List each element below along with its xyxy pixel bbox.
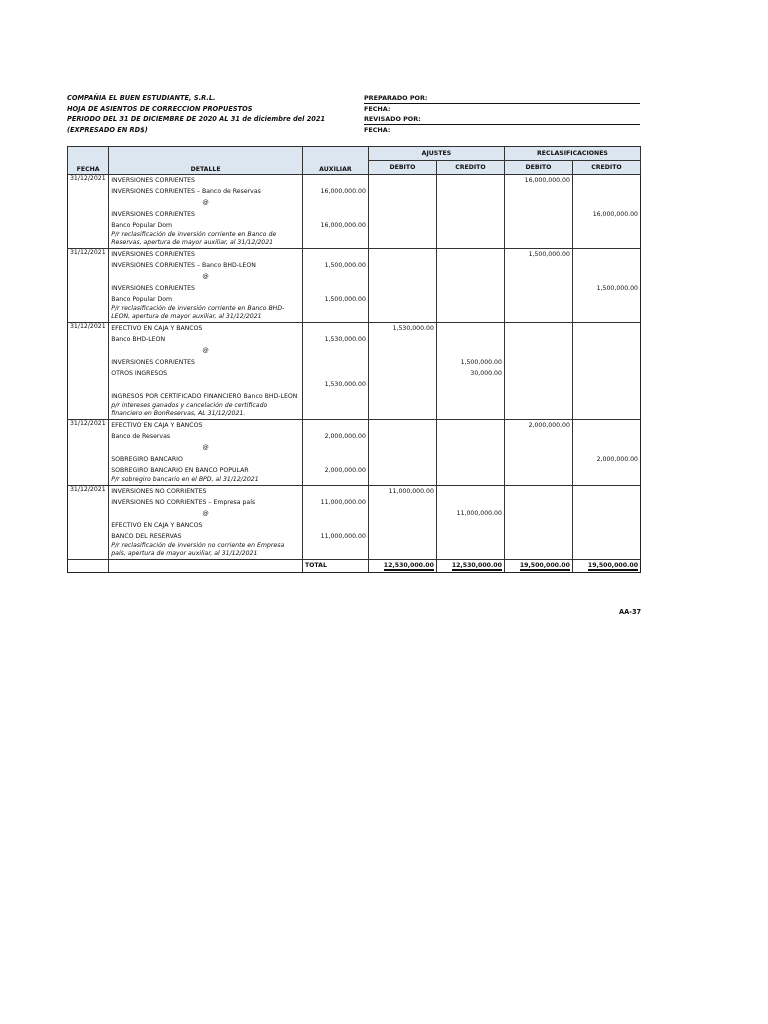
auxiliar-amount: 11,000,000.00 [302,497,368,508]
ajustes-debito-amount [368,220,436,231]
reclas-debito-amount [504,454,572,465]
entry-date: 31/12/2021 [68,323,109,420]
auxiliar-amount [302,508,368,520]
auxiliar-amount [302,368,368,379]
ajustes-credito-amount [436,497,504,508]
col-fecha: FECHA [68,147,109,175]
auxiliar-amount: 2,000,000.00 [302,465,368,476]
ajustes-debito-amount [368,391,436,402]
auxiliar-amount: 11,000,000.00 [302,531,368,542]
reclas-credito-amount: 1,500,000.00 [596,284,638,292]
entry-date: 31/12/2021 [68,486,109,560]
ajustes-debito-amount [368,420,436,432]
account-name: Banco BHD-LEON [109,334,303,345]
period-label: PERIODO DEL 31 DE DICIEMBRE DE 2020 AL 31 de diciembre del 2021 [67,115,326,123]
ajustes-debito-amount [368,175,436,187]
ajustes-credito-amount [436,271,504,283]
entry-line [68,186,641,197]
total-reclas-credito: 19,500,000.00 [572,560,640,573]
auxiliar-amount [302,345,368,357]
ajustes-debito-amount [368,209,436,220]
col-auxiliar: AUXILIAR [302,147,368,175]
currency-label: (EXPRESADO EN RD$) [67,125,148,134]
reclas-credito-amount [572,465,640,476]
entry-line [68,368,641,379]
auxiliar-amount [302,420,368,432]
entry-line [68,209,641,220]
total-label: TOTAL [302,560,368,573]
entry-line [68,249,641,261]
ajustes-debito-amount [368,334,436,345]
at-separator: @ [202,444,209,451]
entry-note: p/r intereses ganados y cancelación de certificado financiero en BonReservas, AL 31/12/2021. [109,402,303,420]
ajustes-credito-amount [436,186,504,197]
reclas-credito-amount [572,420,640,432]
reviewed-by-label: REVISADO POR: [364,115,421,123]
reclas-debito-amount [504,209,572,220]
ajustes-debito-amount [368,531,436,542]
ajustes-credito-amount [436,175,504,187]
account-name: EFECTIVO EN CAJA Y BANCOS [109,420,303,432]
ajustes-debito-amount [368,249,436,261]
ajustes-debito-amount [368,454,436,465]
ajustes-debito-amount [368,283,436,294]
auxiliar-amount [302,283,368,294]
entry-note: P/r reclasificación de inversión no corriente en Empresa país, apertura de mayor auxiliar, al 31/12/2021 [109,542,303,560]
sheet-title: HOJA DE ASIENTOS DE CORRECCION PROPUESTOS [67,104,253,113]
reclas-credito-amount [572,442,640,454]
ajustes-debito-amount [368,508,436,520]
reclas-credito-amount [572,520,640,531]
entry-line [68,431,641,442]
reclas-debito-amount [504,323,572,335]
col-ajustes-debito: DEBITO [368,161,436,175]
account-name: INVERSIONES CORRIENTES [109,283,303,294]
account-name: Banco de Reservas [109,431,303,442]
reclas-debito-amount [504,271,572,283]
reclas-credito-amount [572,431,640,442]
account-name: SOBREGIRO BANCARIO EN BANCO POPULAR [109,465,303,476]
reclas-credito-amount [572,294,640,305]
auxiliar-amount [302,442,368,454]
reclas-debito-amount: 1,500,000.00 [504,249,572,261]
entry-line [68,357,641,368]
reclas-debito-amount [504,283,572,294]
entry-date: 31/12/2021 [68,420,109,486]
entry-line [68,220,641,231]
entry-line [68,391,641,402]
entry-note: P/r reclasificación de inversión corriente en Banco BHD-LEON, apertura de mayor auxiliar, al 31/12/2021 [109,305,303,323]
auxiliar-amount [302,391,368,402]
ajustes-credito-amount [436,334,504,345]
entry-line [68,508,641,520]
ajustes-credito-amount [436,454,504,465]
entry-note: P/r sobregiro bancario en el BPD, al 31/12/2021 [109,476,303,486]
reclas-debito-amount [504,431,572,442]
ajustes-debito-amount: 11,000,000.00 [368,486,436,498]
at-separator: @ [202,347,209,354]
prepared-by-line [364,103,640,104]
ajustes-debito-amount [368,442,436,454]
account-name: OTROS INGRESOS [109,368,303,379]
ajustes-debito-amount [368,197,436,209]
ajustes-debito-amount [368,357,436,368]
reclas-credito-amount [572,368,640,379]
auxiliar-amount [302,486,368,498]
ajustes-debito-amount [368,345,436,357]
auxiliar-amount: 16,000,000.00 [302,186,368,197]
ajustes-debito-amount [368,520,436,531]
auxiliar-amount [302,323,368,335]
entry-line [68,420,641,432]
ajustes-debito-amount [368,465,436,476]
ajustes-credito-amount [436,442,504,454]
total-ajustes-credito: 12,530,000.00 [436,560,504,573]
reclas-credito-amount [572,531,640,542]
at-separator: @ [202,273,209,280]
entry-date: 31/12/2021 [68,175,109,249]
reclas-debito-amount [504,497,572,508]
ajustes-credito-amount [436,520,504,531]
reclas-debito-amount [504,442,572,454]
reclas-credito-amount [572,249,640,261]
reclas-credito-amount [572,271,640,283]
entry-line [68,283,641,294]
account-name: BANCO DEL RESERVAS [109,531,303,542]
account-name: INVERSIONES CORRIENTES [109,357,303,368]
account-name: INGRESOS POR CERTIFICADO FINANCIERO Banco BHD-LEON [109,391,303,402]
entry-line [68,175,641,187]
account-name: INVERSIONES NO CORRIENTES – Empresa país [109,497,303,508]
reclas-debito-amount: 16,000,000.00 [504,175,572,187]
reclas-debito-amount [504,357,572,368]
ajustes-credito-amount [436,379,504,391]
ajustes-credito-amount [436,197,504,209]
account-name: Banco Popular Dom [109,294,303,305]
auxiliar-amount [302,454,368,465]
reclas-credito-amount [572,357,640,368]
auxiliar-amount: 1,530,000.00 [302,379,368,391]
entry-line [68,260,641,271]
reviewed-by-line [364,124,640,125]
reclas-credito-amount [572,345,640,357]
entry-line [68,345,641,357]
reclas-debito-amount [504,220,572,231]
reclas-debito-amount [504,345,572,357]
reclas-credito-amount [572,197,640,209]
entry-line [68,334,641,345]
reclas-credito-amount [572,497,640,508]
ajustes-credito-amount [436,220,504,231]
auxiliar-amount: 1,500,000.00 [302,260,368,271]
entry-note-row [68,402,641,420]
auxiliar-amount [302,271,368,283]
reclas-debito-amount [504,508,572,520]
ajustes-credito-amount [436,531,504,542]
reclas-debito-amount: 2,000,000.00 [504,420,572,432]
auxiliar-amount [302,357,368,368]
ajustes-credito-amount [436,420,504,432]
reclas-debito-amount [504,486,572,498]
ajustes-debito-amount [368,431,436,442]
entry-date: 31/12/2021 [68,249,109,323]
ajustes-credito-amount [436,209,504,220]
account-name: INVERSIONES CORRIENTES [109,249,303,261]
entry-line [68,465,641,476]
reclas-debito-amount [504,531,572,542]
reclas-credito-amount [572,186,640,197]
ajustes-credito-amount: 1,500,000.00 [436,357,504,368]
auxiliar-amount [302,209,368,220]
reclas-debito-amount [504,186,572,197]
reclas-credito-amount [572,175,640,187]
total-ajustes-debito: 12,530,000.00 [368,560,436,573]
ajustes-debito-amount [368,368,436,379]
ajustes-credito-amount [436,486,504,498]
account-name: EFECTIVO EN CAJA Y BANCOS [109,323,303,335]
entry-line [68,379,641,391]
entry-line [68,486,641,498]
entry-note-row [68,231,641,249]
ajustes-credito-amount [436,249,504,261]
entry-line [68,497,641,508]
col-detalle: DETALLE [109,147,303,175]
auxiliar-amount: 1,500,000.00 [302,294,368,305]
ajustes-credito-amount [436,345,504,357]
ajustes-credito-amount [436,323,504,335]
ajustes-debito-amount [368,186,436,197]
entry-line [68,271,641,283]
entry-note-row [68,305,641,323]
entries-body [68,175,641,560]
ajustes-credito-amount [436,283,504,294]
ajustes-debito-amount [368,294,436,305]
entry-note: P/r reclasificación de inversión corriente en Banco de Reservas, apertura de mayor auxiliar, al 31/12/2021 [109,231,303,249]
col-reclas-debito: DEBITO [504,161,572,175]
ajustes-credito-amount [436,294,504,305]
reclas-credito-amount [572,220,640,231]
group-reclasificaciones: RECLASIFICACIONES [504,147,640,161]
reclas-debito-amount [504,465,572,476]
total-reclas-debito: 19,500,000.00 [504,560,572,573]
entry-line [68,294,641,305]
reclas-debito-amount [504,391,572,402]
reclas-credito-amount: 2,000,000.00 [596,455,638,463]
col-ajustes-credito: CREDITO [436,161,504,175]
reclas-credito-amount [572,508,640,520]
ajustes-debito-amount [368,271,436,283]
account-name: INVERSIONES CORRIENTES – Banco BHD-LEON [109,260,303,271]
reclas-debito-amount [504,294,572,305]
company-name: COMPAÑIA EL BUEN ESTUDIANTE, S.R.L. [67,94,216,102]
account-name: INVERSIONES CORRIENTES – Banco de Reservas [109,186,303,197]
journal-table [67,146,641,573]
auxiliar-amount: 2,000,000.00 [302,431,368,442]
reclas-credito-amount [572,379,640,391]
reclas-debito-amount [504,260,572,271]
reclas-credito-amount: 16,000,000.00 [592,210,638,218]
ajustes-credito-amount [436,465,504,476]
entry-line [68,531,641,542]
date1-label: FECHA: [364,104,391,113]
auxiliar-amount [302,249,368,261]
total-row [68,560,641,573]
reclas-debito-amount [504,368,572,379]
account-name: INVERSIONES CORRIENTES [109,209,303,220]
entry-line [68,197,641,209]
group-ajustes: AJUSTES [368,147,504,161]
at-separator: @ [202,510,209,517]
reclas-credito-amount [572,486,640,498]
ajustes-credito-amount [436,431,504,442]
reclas-credito-amount [572,334,640,345]
account-name [109,379,303,391]
account-name: SOBREGIRO BANCARIO [109,454,303,465]
col-reclas-credito: CREDITO [572,161,640,175]
ajustes-debito-amount [368,260,436,271]
account-name: EFECTIVO EN CAJA Y BANCOS [109,520,303,531]
at-separator: @ [202,199,209,206]
account-name: INVERSIONES NO CORRIENTES [109,486,303,498]
entry-line [68,442,641,454]
ajustes-debito-amount: 1,530,000.00 [368,323,436,335]
date2-label: FECHA: [364,125,391,134]
auxiliar-amount [302,175,368,187]
reclas-debito-amount [504,520,572,531]
auxiliar-amount [302,520,368,531]
auxiliar-amount: 1,530,000.00 [302,334,368,345]
entry-line [68,323,641,335]
reclas-debito-amount [504,197,572,209]
ajustes-debito-amount [368,379,436,391]
auxiliar-amount [302,197,368,209]
ajustes-credito-amount: 11,000,000.00 [436,508,504,520]
entry-line [68,454,641,465]
reclas-debito-amount [504,379,572,391]
ajustes-credito-amount [436,260,504,271]
reclas-credito-amount [572,260,640,271]
page-reference: AA-37 [619,608,642,616]
entry-note-row [68,542,641,560]
ajustes-credito-amount: 30,000.00 [436,368,504,379]
ajustes-credito-amount [436,391,504,402]
ajustes-debito-amount [368,497,436,508]
account-name: INVERSIONES CORRIENTES [109,175,303,187]
prepared-by-label: PREPARADO POR: [364,94,428,102]
reclas-debito-amount [504,334,572,345]
entry-note-row [68,476,641,486]
reclas-credito-amount [572,323,640,335]
account-name: Banco Popular Dom [109,220,303,231]
auxiliar-amount: 16,000,000.00 [302,220,368,231]
entry-line [68,520,641,531]
reclas-credito-amount [572,391,640,402]
